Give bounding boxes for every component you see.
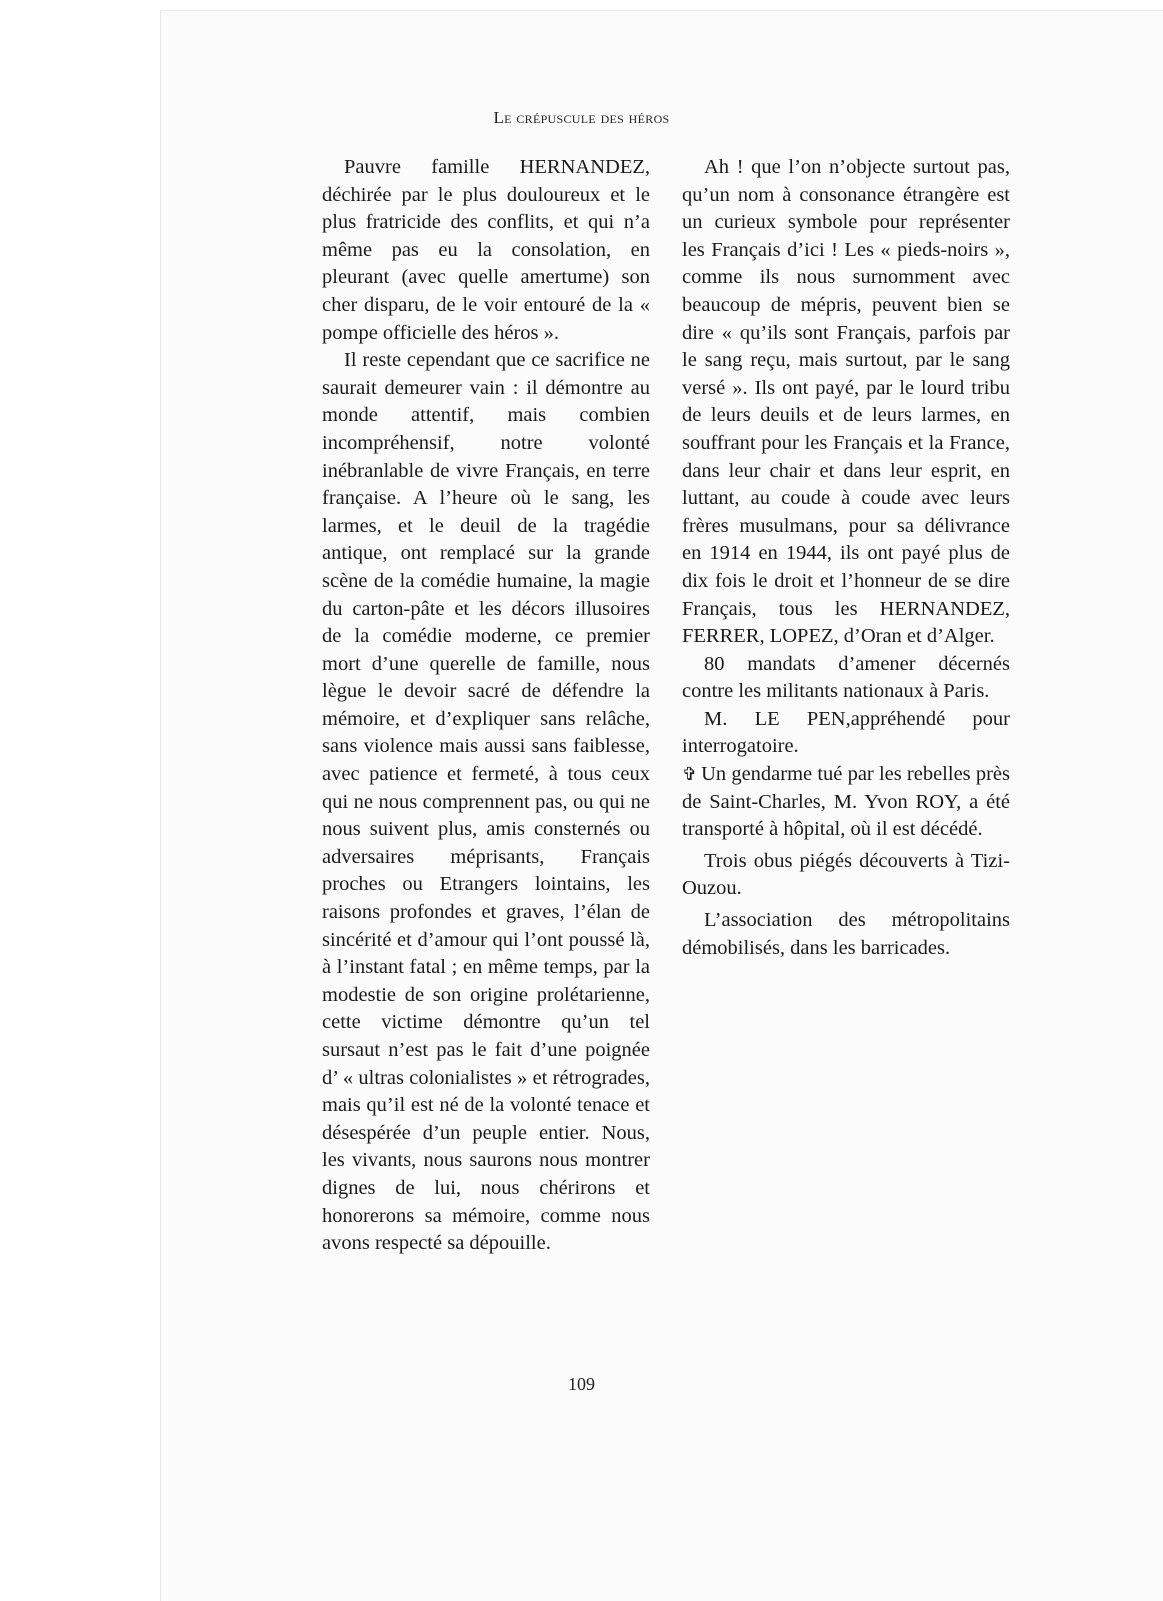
news-item: M. LE PEN,appréhendé pour interrogatoire. (682, 707, 1010, 758)
paragraph: Ah ! que l’on n’objecte surtout pas, qu’un nom à consonance étrangère est un curieux symbole pour représenter les Français d’ici ! Les « pieds-noirs », comme ils nous surnomment avec beaucoup de mépris, peuvent bien se dire « qu’ils sont Français, parfois par le sang reçu, mais surtout, par le sang versé ». Ils ont payé, par le lourd tribu de leurs deuils et de leurs larmes, en souffrant pour les Français et la France, dans leur chair et dans leur esprit, en luttant, au coude à coude avec leurs frères musulmans, pour sa délivrance en 1914 en 1944, ils ont payé plus de dix fois le droit et l’honneur de se dire Français, tous les HERNANDEZ, FERRER, LOPEZ, d’Oran et d’Alger. (682, 156, 1010, 648)
right-column (682, 154, 1010, 962)
paragraph: Pauvre famille HERNANDEZ, déchirée par le plus douloureux et le plus fratricide des conflits, et qui n’a même pas eu la consolation, en pleurant (avec quelle amertume) son cher disparu, de le voir entouré de la « pompe officielle des héros ». (322, 156, 650, 344)
cross-icon: ✞ (682, 764, 698, 785)
news-item: L’association des métropolitains démobilisés, dans les barricades. (682, 909, 1010, 959)
news-item: Trois obus piégés découverts à Tizi-Ouzou. (682, 849, 1010, 900)
page-number: 109 (568, 1374, 595, 1394)
page-sheet (160, 10, 1163, 1601)
news-item-death (682, 761, 1010, 844)
left-column (322, 154, 650, 1258)
paragraph: Il reste cependant que ce sacrifice ne saurait demeurer vain : il démontre au monde attentif, mais combien incompréhensif, notre volonté inébranlable de vivre Français, en terre française. A l’heure où le sang, les larmes, et le deuil de la tragédie antique, ont remplacé sur la grande scène de la comédie humaine, la magie du carton-pâte et les décors illusoires de la comédie moderne, ce premier mort d’une querelle de famille, nous lègue le devoir sacré de défendre la mémoire, et d’expliquer sans relâche, sans violence mais aussi sans faiblesse, avec patience et fermeté, à tous ceux qui ne nous comprennent pas, ou qui ne nous suivent plus, amis consternés ou adversaires méprisants, Français proches ou Etrangers lointains, les raisons profondes et graves, l’élan de sincérité et d’amour qui l’ont poussé là, à l’instant fatal ; en même temps, par la modestie de son origine prolétarienne, cette victime démontre qu’un tel sursaut n’est pas le fait d’une poignée d’ « ultras colonialistes » et rétrogrades, mais qu’il est né de la volonté tenace et désespérée d’un peuple entier. Nous, les vivants, nous saurons nous montrer dignes de lui, nous chérirons et honorerons sa mémoire, comme nous avons respecté sa dépouille. (322, 349, 650, 1255)
news-item-text: Un gendarme tué par les rebelles près de Saint-Charles, M. Yvon ROY, a été transporté à hôpital, où il est décédé. (682, 763, 1010, 841)
running-header: Le crépuscule des héros (493, 108, 670, 127)
news-item: 80 mandats d’amener décernés contre les militants nationaux à Paris. (682, 652, 1010, 703)
